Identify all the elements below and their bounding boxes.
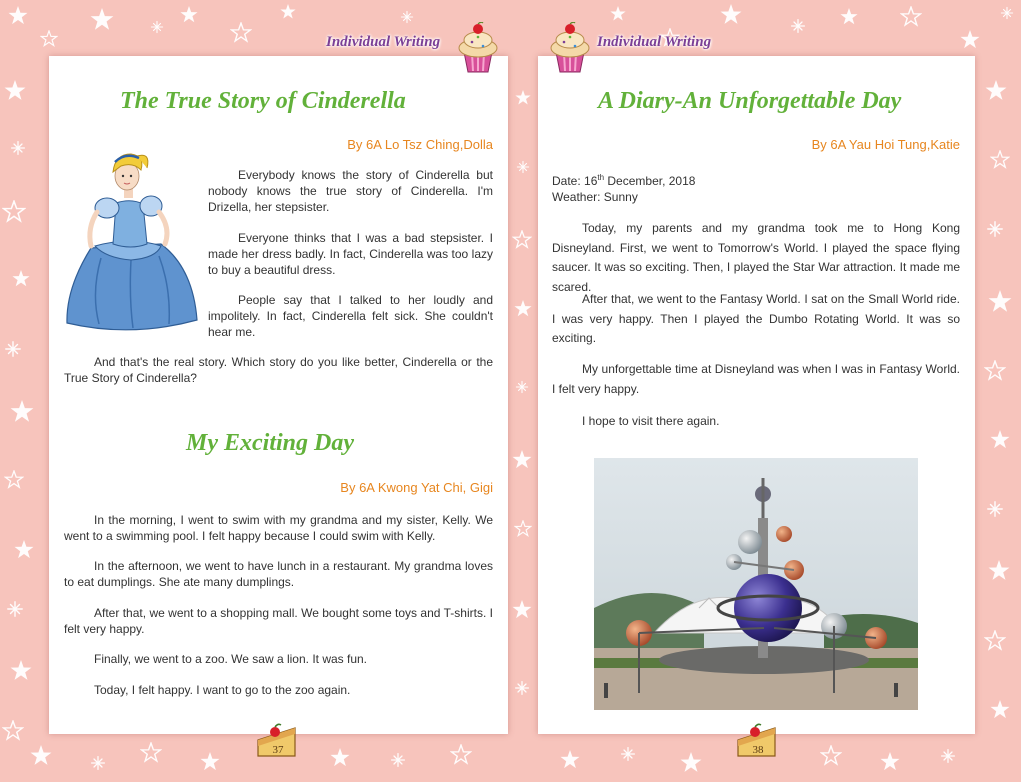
date-ordinal: th bbox=[597, 173, 605, 182]
diary-weather: Weather: Sunny bbox=[552, 190, 638, 204]
header-label-left: Individual Writing bbox=[326, 34, 441, 50]
story1-paragraph: People say that I talked to her loudly and impolitely. In fact, Cinderella felt sick. She couldn't hear me. bbox=[208, 293, 493, 339]
cinderella-illustration bbox=[61, 148, 201, 334]
story2-byline: By 6A Kwong Yat Chi, Gigi bbox=[340, 480, 493, 495]
story2-paragraph: After that, we went to a shopping mall. We bought some toys and T-shirts. I felt very happy. bbox=[64, 606, 493, 636]
diary-byline: By 6A Yau Hoi Tung,Katie bbox=[811, 137, 960, 152]
page-number-left: 37 bbox=[272, 744, 284, 756]
left-page bbox=[49, 56, 508, 734]
diary-paragraph: My unforgettable time at Disneyland was when I was in Fantasy World. I felt very happy. bbox=[552, 362, 960, 396]
header-label-right: Individual Writing bbox=[597, 34, 712, 50]
story2-paragraph: Today, I felt happy. I want to go to the zoo again. bbox=[94, 683, 351, 697]
date-prefix: Date: 16 bbox=[552, 174, 598, 188]
right-page bbox=[538, 56, 975, 734]
story1-byline: By 6A Lo Tsz Ching,Dolla bbox=[347, 137, 493, 152]
story1-paragraph: Everyone thinks that I was a bad stepsister. I made her dress badly. In fact, Cinderella was too lazy to buy a beautiful dress. bbox=[208, 231, 493, 277]
diary-paragraph: I hope to visit there again. bbox=[582, 414, 720, 428]
diary-paragraph: Today, my parents and my grandma took me to Hong Kong Disneyland. First, we went to Tomorrow's World. I played the space flying saucer. It was so exciting. Then, I played the Star War attraction. It made me scared. bbox=[552, 221, 960, 294]
story2-paragraph: In the morning, I went to swim with my grandma and my sister, Kelly. We went to a swimming pool. I felt happy because I could swim with Kelly. bbox=[64, 513, 493, 543]
date-suffix: December, 2018 bbox=[604, 174, 696, 188]
diary-date bbox=[552, 170, 952, 189]
cupcake-icon bbox=[456, 22, 500, 74]
story2-paragraph: In the afternoon, we went to have lunch in a restaurant. My grandma loves to eat dumplings. She ate many dumplings. bbox=[64, 559, 493, 589]
story1-paragraph: And that's the real story. Which story do you like better, Cinderella or the True Story of Cinderella? bbox=[64, 355, 493, 385]
story1-title: The True Story of Cinderella bbox=[120, 88, 406, 114]
cake-slice-icon bbox=[735, 722, 779, 762]
disneyland-orbitron-photo bbox=[594, 458, 918, 710]
story2-title: My Exciting Day bbox=[186, 430, 354, 456]
diary-title: A Diary-An Unforgettable Day bbox=[598, 88, 902, 114]
story2-paragraph: Finally, we went to a zoo. We saw a lion. It was fun. bbox=[94, 652, 368, 666]
story1-paragraph: Everybody knows the story of Cinderella but nobody knows the true story of Cinderella. I'm Drizella, her stepsister. bbox=[208, 168, 493, 214]
cake-slice-icon bbox=[255, 722, 299, 762]
page-number-right: 38 bbox=[752, 744, 764, 756]
diary-paragraph: After that, we went to the Fantasy World. I sat on the Small World ride. I was very happy. Then I played the Dumbo Rotating World. It was so exciting. bbox=[552, 292, 960, 345]
cupcake-icon bbox=[548, 22, 592, 74]
